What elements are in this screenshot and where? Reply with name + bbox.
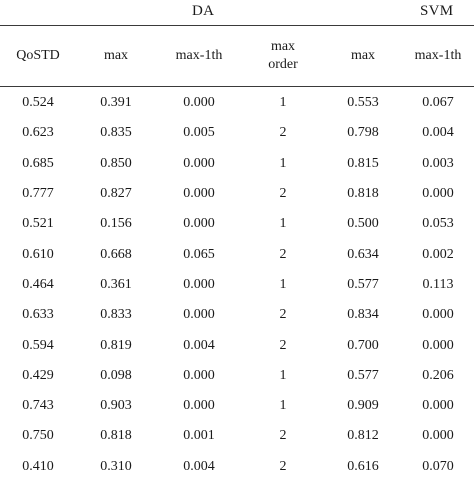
table-cell-svm-max-1th: 0.206 [422, 367, 454, 383]
column-header-svm-max [324, 26, 402, 86]
column-header-da-max-order [242, 26, 324, 86]
table-cell-svm-max: 0.700 [347, 337, 379, 353]
table-row [0, 300, 474, 330]
group-label-svm: SVM [420, 3, 454, 19]
table-cell-da-max-1th: 0.004 [183, 458, 215, 474]
table-cell-da-max-1th: 0.000 [183, 276, 215, 292]
table-cell-qostd: 0.685 [22, 155, 54, 171]
table-cell-da-max-1th: 0.000 [183, 216, 215, 232]
table-cell-svm-max-1th: 0.000 [422, 186, 454, 202]
table-cell-qostd: 0.750 [22, 428, 54, 444]
table-row [0, 239, 474, 269]
table-row [0, 149, 474, 179]
table-cell-qostd: 0.594 [22, 337, 54, 353]
table-cell-qostd: 0.623 [22, 125, 54, 141]
table-cell-qostd: 0.410 [22, 458, 54, 474]
table-cell-da-max-order: 2 [279, 246, 287, 262]
table-cell-da-max-1th: 0.000 [183, 155, 215, 171]
column-group-header [0, 0, 474, 24]
column-header-svm-max-1th [402, 26, 474, 86]
table-row [0, 391, 474, 421]
table-cell-svm-max-1th: 0.000 [422, 307, 454, 323]
table-cell-da-max-1th: 0.001 [183, 428, 215, 444]
table-cell-da-max-order: 1 [279, 367, 287, 383]
table-cell-svm-max-1th: 0.000 [422, 398, 454, 414]
table-body [0, 86, 474, 482]
column-header-qostd [0, 26, 76, 86]
table-cell-da-max-1th: 0.000 [183, 186, 215, 202]
table-row [0, 421, 474, 451]
table-cell-da-max-order: 2 [279, 428, 287, 444]
column-header-line: max [103, 48, 129, 63]
table-cell-qostd: 0.777 [22, 186, 54, 202]
table-cell-svm-max: 0.634 [347, 246, 379, 262]
table-cell-da-max: 0.361 [100, 276, 132, 292]
table-cell-svm-max: 0.553 [347, 95, 379, 111]
table-cell-da-max-order: 2 [279, 458, 287, 474]
table-cell-svm-max-1th: 0.003 [422, 155, 454, 171]
table-row [0, 452, 474, 482]
column-header-line: max [350, 48, 376, 63]
table-cell-qostd: 0.610 [22, 246, 54, 262]
table-cell-da-max-order: 2 [279, 186, 287, 202]
table-cell-svm-max: 0.616 [347, 458, 379, 474]
table-row [0, 86, 474, 118]
table-cell-da-max: 0.903 [100, 398, 132, 414]
table-cell-da-max-1th: 0.005 [183, 125, 215, 141]
table-cell-da-max-1th: 0.000 [183, 398, 215, 414]
table-cell-da-max-order: 2 [279, 307, 287, 323]
table-cell-svm-max-1th: 0.002 [422, 246, 454, 262]
table-row [0, 330, 474, 360]
group-label-da: DA [192, 3, 215, 19]
table-row [0, 361, 474, 391]
table-cell-da-max-order: 2 [279, 125, 287, 141]
table-cell-qostd: 0.743 [22, 398, 54, 414]
table-cell-da-max-order: 1 [279, 398, 287, 414]
table-cell-svm-max: 0.815 [347, 155, 379, 171]
table-cell-svm-max: 0.818 [347, 186, 379, 202]
table-cell-da-max: 0.310 [100, 458, 132, 474]
header-rule [0, 86, 474, 87]
table-cell-qostd: 0.524 [22, 95, 54, 111]
column-header-line: order [268, 57, 298, 72]
table-cell-da-max-order: 1 [279, 95, 287, 111]
table-cell-da-max: 0.850 [100, 155, 132, 171]
table-row [0, 270, 474, 300]
table-cell-svm-max-1th: 0.004 [422, 125, 454, 141]
header-row [0, 26, 474, 86]
table-cell-da-max: 0.098 [100, 367, 132, 383]
table-cell-da-max-1th: 0.000 [183, 307, 215, 323]
table-cell-svm-max: 0.834 [347, 307, 379, 323]
table-cell-da-max: 0.818 [100, 428, 132, 444]
table-cell-da-max-order: 1 [279, 155, 287, 171]
table-cell-qostd: 0.521 [22, 216, 54, 232]
table-cell-svm-max: 0.909 [347, 398, 379, 414]
table-cell-da-max: 0.668 [100, 246, 132, 262]
column-header-line: max-1th [175, 48, 223, 63]
table-cell-da-max-1th: 0.065 [183, 246, 215, 262]
column-header-da-max [76, 26, 156, 86]
table-row [0, 209, 474, 239]
table-cell-da-max: 0.819 [100, 337, 132, 353]
table-cell-svm-max: 0.500 [347, 216, 379, 232]
table-cell-qostd: 0.633 [22, 307, 54, 323]
table-cell-svm-max-1th: 0.113 [422, 276, 454, 292]
table-cell-svm-max-1th: 0.000 [422, 337, 454, 353]
table-cell-da-max-order: 1 [279, 276, 287, 292]
table-cell-da-max-order: 2 [279, 337, 287, 353]
table-cell-da-max: 0.835 [100, 125, 132, 141]
table-cell-svm-max: 0.577 [347, 367, 379, 383]
table-cell-da-max: 0.827 [100, 186, 132, 202]
table-cell-da-max: 0.391 [100, 95, 132, 111]
column-header-line: max [270, 39, 296, 54]
table-header [0, 26, 474, 86]
table-cell-svm-max-1th: 0.053 [422, 216, 454, 232]
table-row [0, 179, 474, 209]
table-cell-da-max-order: 1 [279, 216, 287, 232]
table-row [0, 118, 474, 148]
table-cell-svm-max: 0.812 [347, 428, 379, 444]
table-cell-svm-max: 0.577 [347, 276, 379, 292]
table-cell-qostd: 0.464 [22, 276, 54, 292]
column-header-line: QoSTD [16, 48, 60, 63]
table-cell-svm-max-1th: 0.000 [422, 428, 454, 444]
table-cell-da-max-1th: 0.004 [183, 337, 215, 353]
table-cell-da-max-1th: 0.000 [183, 95, 215, 111]
table-cell-da-max: 0.156 [100, 216, 132, 232]
table-cell-da-max: 0.833 [100, 307, 132, 323]
table-cell-svm-max-1th: 0.070 [422, 458, 454, 474]
table-cell-svm-max-1th: 0.067 [422, 95, 454, 111]
column-header-line: max-1th [414, 48, 462, 63]
results-table [0, 26, 474, 482]
table-cell-da-max-1th: 0.000 [183, 367, 215, 383]
table-cell-qostd: 0.429 [22, 367, 54, 383]
table-cell-svm-max: 0.798 [347, 125, 379, 141]
column-header-da-max-1th [156, 26, 242, 86]
